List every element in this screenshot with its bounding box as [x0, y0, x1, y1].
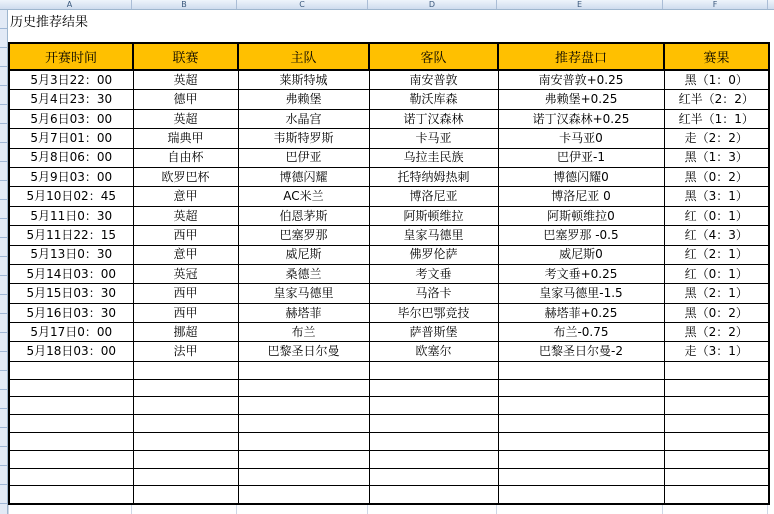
cell-result[interactable]: 走（3：1） — [664, 342, 769, 361]
empty-cell[interactable] — [9, 379, 133, 397]
cell-home-team[interactable]: 水晶宫 — [238, 109, 369, 128]
empty-row — [9, 486, 769, 504]
empty-cell[interactable] — [498, 415, 664, 433]
empty-cell[interactable] — [498, 361, 664, 379]
cell-home-team[interactable]: 莱斯特城 — [238, 70, 369, 90]
empty-cell[interactable] — [369, 415, 498, 433]
cell-away-team[interactable]: 南安普敦 — [369, 70, 498, 90]
cell-time[interactable]: 5月13日0：30 — [9, 245, 133, 264]
cell-time[interactable]: 5月16日03：30 — [9, 303, 133, 322]
empty-cell[interactable] — [238, 468, 369, 486]
cell-away-team[interactable]: 勒沃库森 — [369, 90, 498, 109]
empty-cell[interactable] — [369, 486, 498, 504]
cell-home-team[interactable]: 皇家马德里 — [238, 284, 369, 303]
empty-cell[interactable] — [9, 450, 133, 468]
table-row — [9, 148, 769, 167]
cell-league[interactable]: 意甲 — [133, 245, 238, 264]
empty-cell[interactable] — [369, 397, 498, 415]
empty-cell[interactable] — [133, 468, 238, 486]
cell-time[interactable]: 5月4日23：30 — [9, 90, 133, 109]
cell-league[interactable]: 自由杯 — [133, 148, 238, 167]
cell-away-team[interactable]: 托特纳姆热刺 — [369, 167, 498, 186]
cell-league[interactable]: 西甲 — [133, 226, 238, 245]
cell-home-team[interactable]: 弗赖堡 — [238, 90, 369, 109]
empty-cell[interactable] — [133, 433, 238, 451]
cell-time[interactable]: 5月15日03：30 — [9, 284, 133, 303]
cell-home-team[interactable]: 赫塔菲 — [238, 303, 369, 322]
cell-time[interactable]: 5月14日03：00 — [9, 264, 133, 283]
empty-cell[interactable] — [9, 361, 133, 379]
cell-home-team[interactable]: 威尼斯 — [238, 245, 369, 264]
cell-result[interactable]: 黑（2：2） — [664, 323, 769, 342]
table-row — [9, 226, 769, 245]
sheet-gridlines — [0, 505, 774, 514]
cell-league[interactable]: 欧罗巴杯 — [133, 167, 238, 186]
empty-cell[interactable] — [238, 397, 369, 415]
cell-home-team[interactable]: 巴伊亚 — [238, 148, 369, 167]
cell-result[interactable]: 红（0：1） — [664, 264, 769, 283]
column-header-d[interactable]: D — [368, 0, 497, 9]
empty-cell[interactable] — [498, 450, 664, 468]
cell-time[interactable]: 5月6日03：00 — [9, 109, 133, 128]
empty-cell[interactable] — [369, 361, 498, 379]
cell-time[interactable]: 5月10日02：45 — [9, 187, 133, 206]
cell-away-team[interactable]: 诺丁汉森林 — [369, 109, 498, 128]
cell-time[interactable]: 5月11日0：30 — [9, 206, 133, 225]
cell-home-team[interactable]: 博德闪耀 — [238, 167, 369, 186]
table-row — [9, 129, 769, 148]
cell-home-team[interactable]: 布兰 — [238, 323, 369, 342]
table-row — [9, 284, 769, 303]
cell-result[interactable]: 黑（1：0） — [664, 70, 769, 90]
cell-league[interactable]: 德甲 — [133, 90, 238, 109]
empty-cell[interactable] — [9, 397, 133, 415]
cell-handicap[interactable]: 威尼斯0 — [498, 245, 664, 264]
table-row — [9, 109, 769, 128]
cell-time[interactable]: 5月11日22：15 — [9, 226, 133, 245]
gridline — [131, 505, 132, 514]
empty-cell[interactable] — [133, 415, 238, 433]
empty-cell[interactable] — [369, 450, 498, 468]
gridline — [236, 505, 237, 514]
cell-time[interactable]: 5月9日03：00 — [9, 167, 133, 186]
cell-away-team[interactable]: 欧塞尔 — [369, 342, 498, 361]
cell-home-team[interactable]: 韦斯特罗斯 — [238, 129, 369, 148]
column-header-a[interactable]: A — [8, 0, 132, 9]
table-row — [9, 245, 769, 264]
cell-handicap[interactable]: 博德闪耀0 — [498, 167, 664, 186]
table-row — [9, 303, 769, 322]
empty-cell[interactable] — [498, 468, 664, 486]
row-header-strip[interactable] — [0, 10, 8, 514]
header-home-team[interactable]: 主队 — [238, 43, 369, 70]
table-row — [9, 342, 769, 361]
cell-away-team[interactable]: 乌拉圭民族 — [369, 148, 498, 167]
empty-cell[interactable] — [238, 415, 369, 433]
table-row — [9, 206, 769, 225]
empty-cell[interactable] — [133, 397, 238, 415]
table-row — [9, 323, 769, 342]
table-header-row — [9, 43, 769, 70]
cell-league[interactable]: 西甲 — [133, 284, 238, 303]
empty-row — [9, 450, 769, 468]
cell-away-team[interactable]: 卡马亚 — [369, 129, 498, 148]
cell-handicap[interactable]: 赫塔菲+0.25 — [498, 303, 664, 322]
header-handicap[interactable]: 推荐盘口 — [498, 43, 664, 70]
table-row — [9, 167, 769, 186]
empty-cell[interactable] — [369, 379, 498, 397]
cell-handicap[interactable]: 弗赖堡+0.25 — [498, 90, 664, 109]
cell-home-team[interactable]: 巴塞罗那 — [238, 226, 369, 245]
empty-row — [9, 415, 769, 433]
cell-away-team[interactable]: 阿斯顿维拉 — [369, 206, 498, 225]
column-header-strip[interactable] — [0, 0, 774, 10]
cell-handicap[interactable]: 诺丁汉森林+0.25 — [498, 109, 664, 128]
empty-cell[interactable] — [238, 361, 369, 379]
empty-cell[interactable] — [498, 486, 664, 504]
cell-result[interactable]: 黑（3：1） — [664, 187, 769, 206]
table-row — [9, 264, 769, 283]
column-header-f[interactable]: F — [663, 0, 768, 9]
cell-result[interactable]: 黑（0：2） — [664, 303, 769, 322]
cell-time[interactable]: 5月3日22：00 — [9, 70, 133, 90]
cell-result[interactable]: 黑（2：1） — [664, 284, 769, 303]
cell-home-team[interactable]: 巴黎圣日尔曼 — [238, 342, 369, 361]
column-header-b[interactable]: B — [132, 0, 237, 9]
cell-league[interactable]: 西甲 — [133, 303, 238, 322]
sheet-title-cell[interactable]: 历史推荐结果 — [10, 15, 89, 30]
cell-result[interactable]: 黑（0：2） — [664, 167, 769, 186]
empty-cell[interactable] — [9, 468, 133, 486]
gridline — [662, 505, 663, 514]
empty-row — [9, 468, 769, 486]
table-row — [9, 187, 769, 206]
cell-away-team[interactable]: 毕尔巴鄂竞技 — [369, 303, 498, 322]
empty-cell[interactable] — [664, 450, 769, 468]
empty-cell[interactable] — [238, 433, 369, 451]
table-row — [9, 90, 769, 109]
gridline — [367, 505, 368, 514]
cell-result[interactable]: 红半（1：1） — [664, 109, 769, 128]
empty-cell[interactable] — [9, 433, 133, 451]
cell-result[interactable]: 红（2：1） — [664, 245, 769, 264]
empty-cell[interactable] — [369, 468, 498, 486]
cell-league[interactable]: 英超 — [133, 206, 238, 225]
empty-cell[interactable] — [664, 397, 769, 415]
empty-cell[interactable] — [664, 433, 769, 451]
cell-time[interactable]: 5月8日06：00 — [9, 148, 133, 167]
cell-handicap[interactable]: 巴黎圣日尔曼-2 — [498, 342, 664, 361]
empty-cell[interactable] — [664, 379, 769, 397]
header-league[interactable]: 联赛 — [133, 43, 238, 70]
column-header-c[interactable]: C — [237, 0, 368, 9]
column-header-e[interactable]: E — [497, 0, 663, 9]
table-row — [9, 70, 769, 90]
empty-cell[interactable] — [133, 486, 238, 504]
results-table — [8, 42, 770, 505]
cell-league[interactable]: 挪超 — [133, 323, 238, 342]
cell-league[interactable]: 英超 — [133, 109, 238, 128]
empty-cell[interactable] — [369, 433, 498, 451]
gridline — [8, 505, 9, 514]
empty-cell[interactable] — [9, 415, 133, 433]
cell-time[interactable]: 5月18日03：00 — [9, 342, 133, 361]
gridline — [767, 505, 768, 514]
empty-cell[interactable] — [133, 361, 238, 379]
cell-handicap[interactable]: 皇家马德里-1.5 — [498, 284, 664, 303]
cell-result[interactable]: 走（2：2） — [664, 129, 769, 148]
cell-away-team[interactable]: 马洛卡 — [369, 284, 498, 303]
empty-row — [9, 433, 769, 451]
cell-handicap[interactable]: 卡马亚0 — [498, 129, 664, 148]
cell-handicap[interactable]: 巴伊亚-1 — [498, 148, 664, 167]
header-start-time[interactable]: 开赛时间 — [9, 43, 133, 70]
cell-league[interactable]: 瑞典甲 — [133, 129, 238, 148]
cell-handicap[interactable]: 考文垂+0.25 — [498, 264, 664, 283]
cell-handicap[interactable]: 阿斯顿维拉0 — [498, 206, 664, 225]
cell-home-team[interactable]: AC米兰 — [238, 187, 369, 206]
empty-cell[interactable] — [133, 379, 238, 397]
cell-time[interactable]: 5月17日0：00 — [9, 323, 133, 342]
cell-league[interactable]: 法甲 — [133, 342, 238, 361]
cell-league[interactable]: 英冠 — [133, 264, 238, 283]
empty-row — [9, 361, 769, 379]
cell-away-team[interactable]: 考文垂 — [369, 264, 498, 283]
empty-cell[interactable] — [664, 415, 769, 433]
empty-row — [9, 379, 769, 397]
empty-cell[interactable] — [498, 379, 664, 397]
cell-handicap[interactable]: 巴塞罗那 -0.5 — [498, 226, 664, 245]
cell-result[interactable]: 红（0：1） — [664, 206, 769, 225]
empty-cell[interactable] — [664, 361, 769, 379]
cell-away-team[interactable]: 博洛尼亚 — [369, 187, 498, 206]
empty-cell[interactable] — [498, 433, 664, 451]
empty-cell[interactable] — [664, 486, 769, 504]
cell-away-team[interactable]: 萨普斯堡 — [369, 323, 498, 342]
empty-cell[interactable] — [498, 397, 664, 415]
empty-cell[interactable] — [133, 450, 238, 468]
gridline — [496, 505, 497, 514]
cell-league[interactable]: 英超 — [133, 70, 238, 90]
empty-cell[interactable] — [238, 379, 369, 397]
header-result[interactable]: 赛果 — [664, 43, 769, 70]
empty-cell[interactable] — [9, 486, 133, 504]
empty-cell[interactable] — [664, 468, 769, 486]
cell-away-team[interactable]: 皇家马德里 — [369, 226, 498, 245]
cell-result[interactable]: 红（4：3） — [664, 226, 769, 245]
cell-home-team[interactable]: 桑德兰 — [238, 264, 369, 283]
cell-handicap[interactable]: 布兰-0.75 — [498, 323, 664, 342]
cell-league[interactable]: 意甲 — [133, 187, 238, 206]
cell-result[interactable]: 黑（1：3） — [664, 148, 769, 167]
cell-handicap[interactable]: 博洛尼亚 0 — [498, 187, 664, 206]
header-away-team[interactable]: 客队 — [369, 43, 498, 70]
empty-cell[interactable] — [238, 450, 369, 468]
empty-row — [9, 397, 769, 415]
cell-home-team[interactable]: 伯恩茅斯 — [238, 206, 369, 225]
cell-time[interactable]: 5月7日01：00 — [9, 129, 133, 148]
cell-result[interactable]: 红半（2：2） — [664, 90, 769, 109]
cell-away-team[interactable]: 佛罗伦萨 — [369, 245, 498, 264]
empty-cell[interactable] — [238, 486, 369, 504]
cell-handicap[interactable]: 南安普敦+0.25 — [498, 70, 664, 90]
